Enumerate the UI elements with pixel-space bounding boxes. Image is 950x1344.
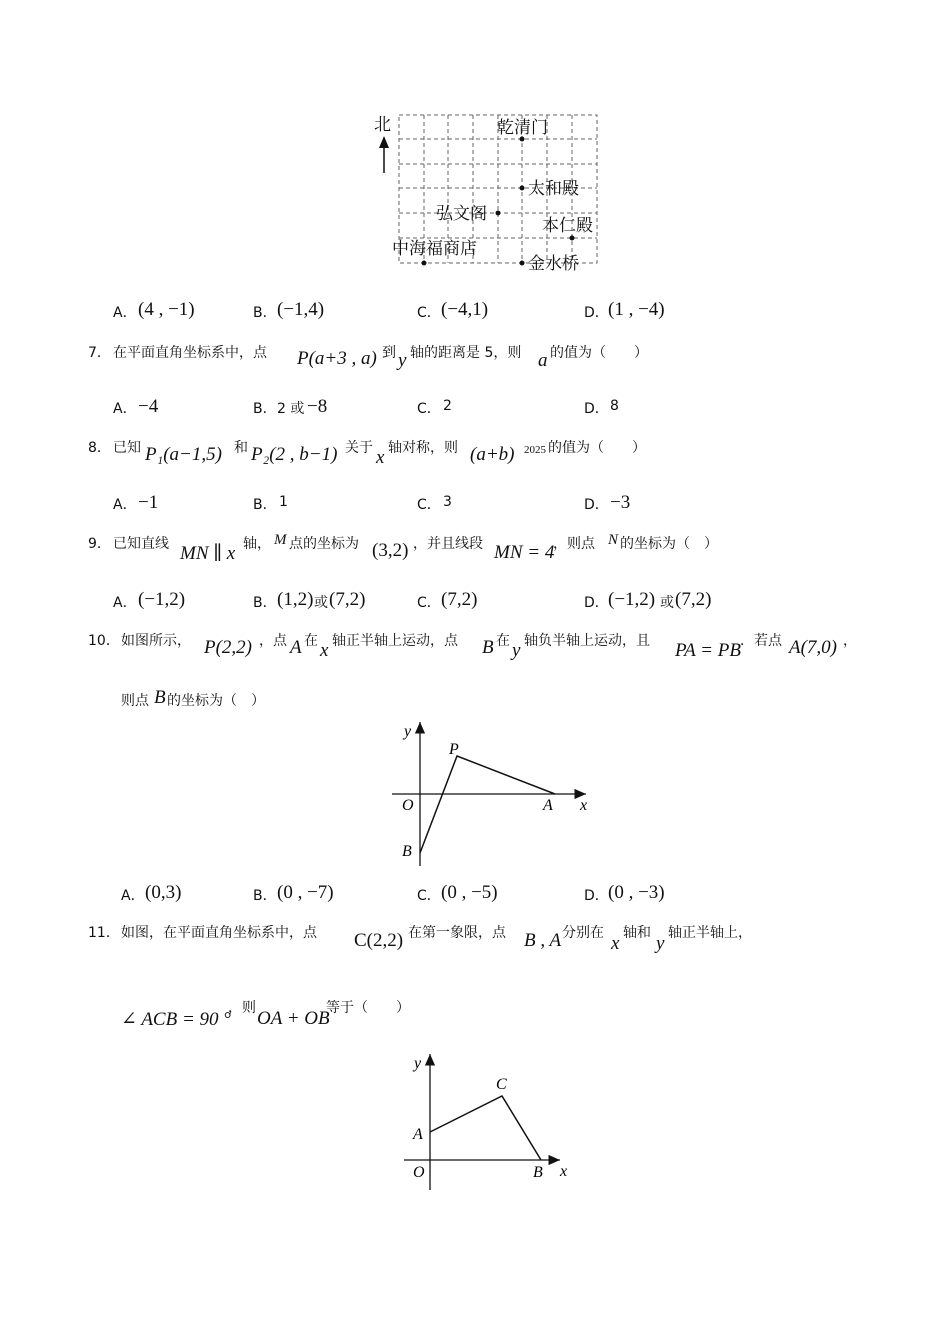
q10-fig-p: P: [449, 741, 459, 758]
q10-fig-a: A: [543, 797, 553, 814]
q7-text-2: 到: [382, 345, 396, 361]
q7-text-3: 轴的距离是 5，则: [410, 345, 522, 361]
q8-math-p1: P₁(a−1,5): [145, 444, 222, 465]
zhonghai-label: 中海福商店: [392, 239, 477, 259]
q9-text-5: ，则点: [553, 536, 595, 552]
q11-fig-a: A: [413, 1126, 423, 1143]
q7-option-a-label[interactable]: A．: [113, 401, 137, 417]
q11-number: 11．: [88, 925, 120, 941]
q8-option-d[interactable]: −3: [610, 492, 631, 513]
q9-option-a-label[interactable]: A．: [113, 595, 137, 611]
q7-math-a: a: [538, 350, 548, 371]
q7-math-y: y: [398, 350, 407, 371]
q11-math-x: x: [611, 933, 620, 954]
q8-option-c-label[interactable]: C．: [417, 497, 441, 513]
north-arrow-icon: [379, 136, 389, 173]
q7-option-b-math[interactable]: −8: [307, 396, 328, 417]
q7-option-b-label[interactable]: B．: [253, 401, 277, 417]
q8-option-a[interactable]: −1: [138, 492, 159, 513]
q9-option-b-label[interactable]: B．: [253, 595, 277, 611]
q9-math-m: M: [274, 532, 287, 548]
q10-math-a: A: [290, 637, 302, 658]
q10-line2-math-b: B: [154, 687, 166, 708]
palace-map-figure: [370, 108, 610, 278]
q10-math-y: y: [512, 640, 521, 661]
q8-option-b[interactable]: 1: [279, 494, 288, 510]
q9-option-c-label[interactable]: C．: [417, 595, 441, 611]
q8-math-p2: P₂(2 , b−1): [251, 444, 338, 465]
q8-text-5: 的值为（ ）: [548, 440, 646, 456]
q7-text-4: 的值为（ ）: [550, 345, 648, 361]
q10-option-b[interactable]: (0 , −7): [277, 882, 334, 903]
q10-text-5: 在: [496, 633, 510, 649]
taihe-dot: [520, 186, 525, 191]
q6-option-d[interactable]: (1 , −4): [608, 299, 665, 320]
q10-option-a-label[interactable]: A．: [121, 888, 145, 904]
q8-math-sum: (a+b): [470, 444, 515, 465]
benren-dot: [570, 236, 575, 241]
q8-option-d-label[interactable]: D．: [584, 497, 609, 513]
q9-option-d-2[interactable]: (7,2): [675, 589, 712, 610]
q9-option-d-or[interactable]: 或: [660, 595, 674, 611]
q11-text-2: 在第一象限，点: [408, 925, 506, 941]
q11-fig-b: B: [533, 1164, 543, 1181]
q6-option-d-label[interactable]: D．: [584, 305, 609, 321]
q10-text-2: ，点: [259, 633, 287, 649]
q11-line2-text-1: ，则: [228, 1000, 256, 1016]
q10-fig-b: B: [402, 843, 412, 860]
q7-option-a[interactable]: −4: [138, 396, 159, 417]
q9-text-2: 轴，: [243, 536, 271, 552]
q7-option-d[interactable]: 8: [610, 398, 619, 414]
q10-text-7: ．若点: [740, 633, 782, 649]
q11-text-5: 轴正半轴上，: [668, 925, 752, 941]
q8-text-4: 轴对称，则: [388, 440, 458, 456]
q11-math-b-a: B , A: [524, 930, 562, 951]
q9-text-1: 已知直线: [113, 536, 169, 552]
q11-figure: [400, 1048, 580, 1193]
q10-math-a-point: A(7,0): [789, 637, 838, 658]
q10-option-d-label[interactable]: D．: [584, 888, 609, 904]
q10-text-4: 轴正半轴上运动，点: [332, 633, 458, 649]
q6-option-a[interactable]: (4 , −1): [138, 299, 195, 320]
q7-option-b-text[interactable]: 2 或: [277, 401, 305, 417]
q9-option-c[interactable]: (7,2): [441, 589, 478, 610]
q9-option-a[interactable]: (−1,2): [138, 589, 186, 610]
q7-option-c-label[interactable]: C．: [417, 401, 441, 417]
q11-fig-c: C: [496, 1076, 507, 1093]
jinshui-dot: [520, 261, 525, 266]
q11-line2-text-2: 等于（ ）: [326, 1000, 410, 1016]
q10-text-8: ，: [843, 633, 857, 649]
q10-line2-text-2: 的坐标为（ ）: [167, 693, 265, 709]
q8-number: 8．: [88, 440, 111, 456]
q11-triangle-acb: [430, 1096, 541, 1160]
q6-option-c[interactable]: (−4,1): [441, 299, 489, 320]
q10-option-d[interactable]: (0 , −3): [608, 882, 665, 903]
q9-math-m-coord: (3,2): [372, 540, 409, 561]
qianqing-label: 乾清门: [497, 118, 548, 138]
q9-option-d-1[interactable]: (−1,2): [608, 589, 656, 610]
q10-figure: [390, 718, 600, 868]
q9-text-4: ，并且线段: [413, 536, 483, 552]
q10-option-c[interactable]: (0 , −5): [441, 882, 498, 903]
q8-option-a-label[interactable]: A．: [113, 497, 137, 513]
q10-math-p: P(2,2): [204, 637, 253, 658]
q10-text-1: 如图所示，: [121, 633, 191, 649]
q8-text-1: 已知: [113, 440, 141, 456]
zhonghai-dot: [422, 261, 427, 266]
q10-option-b-label[interactable]: B．: [253, 888, 277, 904]
q9-math-n: N: [608, 532, 619, 548]
q11-text-1: 如图，在平面直角坐标系中，点: [121, 925, 317, 941]
q10-text-3: 在: [304, 633, 318, 649]
q10-math-b: B: [482, 637, 494, 658]
q7-option-d-label[interactable]: D．: [584, 401, 609, 417]
q8-text-2: 和: [234, 440, 248, 456]
q7-number: 7．: [88, 345, 111, 361]
q10-number: 10．: [88, 633, 120, 649]
q8-math-x: x: [376, 447, 385, 468]
q9-option-d-label[interactable]: D．: [584, 595, 609, 611]
q10-text-6: 轴负半轴上运动，且: [524, 633, 650, 649]
q11-line2-math-sum: OA + OB: [257, 1008, 330, 1029]
q8-option-b-label[interactable]: B．: [253, 497, 277, 513]
q9-text-6: 的坐标为（ ）: [620, 536, 718, 552]
q10-triangle-pab: [420, 756, 555, 853]
q6-option-b[interactable]: (−1,4): [277, 299, 325, 320]
q10-option-c-label[interactable]: C．: [417, 888, 441, 904]
q9-math-length: MN = 4: [494, 542, 555, 563]
q10-option-a[interactable]: (0,3): [145, 882, 182, 903]
q9-option-b-or[interactable]: 或: [314, 595, 328, 611]
q11-fig-y: y: [414, 1055, 422, 1072]
benren-label: 本仁殿: [542, 216, 593, 236]
q10-fig-o: O: [402, 797, 414, 814]
q11-text-3: 分别在: [562, 925, 604, 941]
q8-exponent: 2025: [524, 444, 546, 456]
q8-text-3: 关于: [345, 440, 373, 456]
q11-text-4: 轴和: [623, 925, 651, 941]
q6-option-a-label[interactable]: A．: [113, 305, 137, 321]
q10-math-x: x: [320, 640, 329, 661]
north-label: 北: [374, 115, 391, 135]
jinshui-label: 金水桥: [528, 254, 579, 274]
q6-option-c-label[interactable]: C．: [417, 305, 441, 321]
q9-option-b-1[interactable]: (1,2): [277, 589, 314, 610]
q9-text-3: 点的坐标为: [289, 536, 359, 552]
q10-fig-x: x: [580, 797, 588, 814]
q11-math-y: y: [656, 933, 665, 954]
q10-math-pa-pb: PA = PB: [675, 640, 741, 661]
q9-math-mn-parallel: MN ∥ x: [180, 543, 236, 564]
q11-math-c: C(2,2): [354, 930, 404, 951]
q6-option-b-label[interactable]: B．: [253, 305, 277, 321]
q11-fig-o: O: [413, 1164, 425, 1181]
q11-line2-math-angle: ∠ ACB = 90 °: [121, 1009, 231, 1030]
taihe-label: 太和殿: [528, 179, 579, 199]
q11-fig-x: x: [560, 1163, 568, 1180]
q7-option-c[interactable]: 2: [443, 398, 452, 414]
q7-math-point: P(a+3 , a): [297, 348, 377, 369]
hongwen-dot: [496, 211, 501, 216]
q8-option-c[interactable]: 3: [443, 494, 452, 510]
q7-text-1: 在平面直角坐标系中，点: [113, 345, 267, 361]
hongwen-label: 弘文阁: [436, 204, 487, 224]
q9-number: 9．: [88, 536, 111, 552]
q10-line2-text-1: 则点: [121, 693, 149, 709]
q10-fig-y: y: [404, 723, 412, 740]
q9-option-b-2[interactable]: (7,2): [329, 589, 366, 610]
